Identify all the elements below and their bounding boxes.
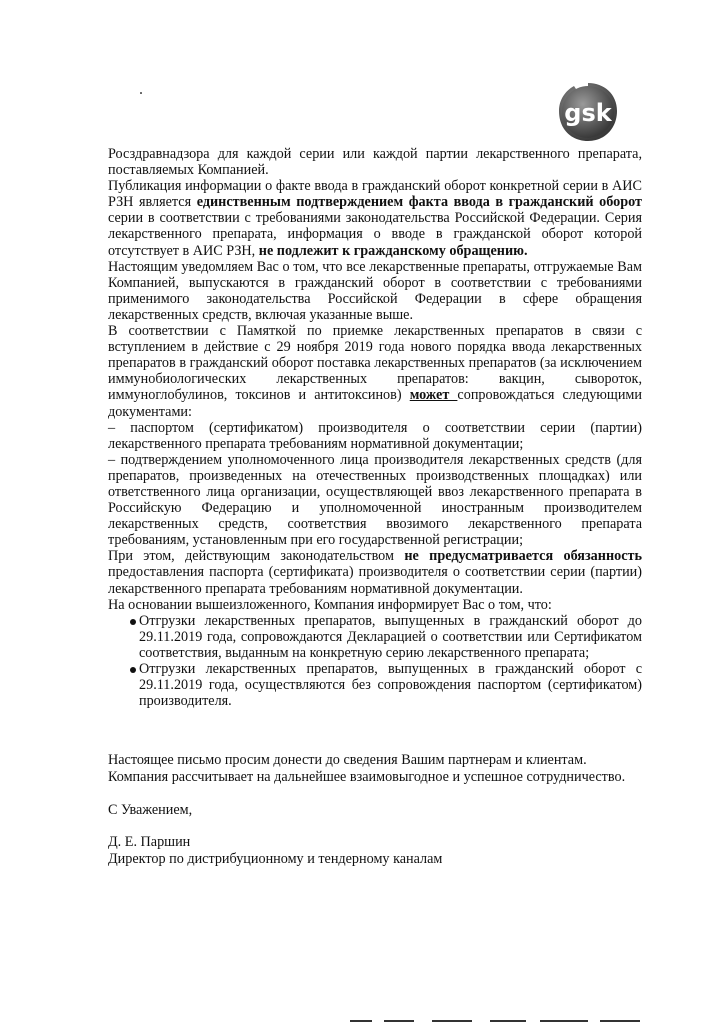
scan-mark xyxy=(600,1020,640,1022)
emphasis-confirmation: единственным подтверждением факта ввода в гражданский оборот xyxy=(196,194,642,211)
closing-text xyxy=(108,752,642,786)
bullet-icon xyxy=(130,619,136,625)
bullet-icon xyxy=(130,667,136,673)
dash-item-passport: – паспортом (сертификатом) производителя о соответствии серии (партии) лекарственного препарата требованиям нормативной документации; xyxy=(108,419,642,452)
signer-name: Д. Е. Паршин xyxy=(108,834,191,850)
scan-mark xyxy=(540,1020,588,1022)
letter-body xyxy=(108,146,642,709)
emphasis-not-allowed: не подлежит к гражданскому обращению. xyxy=(258,242,528,259)
paragraph-1: Росздравнадзора для каждой серии или каждой партии лекарственного препарата, поставляемых Компанией. xyxy=(108,146,642,179)
paragraph-6: На основании вышеизложенного, Компания информирует Вас о том, что: xyxy=(108,596,552,613)
bullet-list xyxy=(108,613,642,710)
logo-text: gsk xyxy=(564,99,612,127)
paragraph-3: Настоящим уведомляем Вас о том, что все лекарственные препараты, отгружаемые Вам Компанией, выпускаются в гражданский оборот в соответствии с требованиями применимого законодательства Российской Федерации в сфере обращения лекарственных средств, включая указанные выше. xyxy=(108,258,642,323)
closing-line-2: Компания рассчитывает на дальнейшее взаимовыгодное и успешное сотрудничество. xyxy=(108,769,626,785)
scan-mark xyxy=(384,1020,414,1022)
scan-mark xyxy=(350,1020,372,1022)
scan-speck xyxy=(140,92,142,94)
paragraph-4: В соответствии с Памяткой по приемке лекарственных препаратов в связи с вступлением в действие с 29 ноября 2019 года нового порядка ввода лекарственных препаратов в гражданский оборот поставка лекарственных препаратов (за исключением иммунобиологических лекарственных препаратов: вакцин, сывороток, иммуноглобулинов, токсинов и антитоксинов) может сопровождаться следующими документами: xyxy=(108,323,642,420)
list-item: Отгрузки лекарственных препаратов, выпущенных в гражданский оборот до 29.11.2019 года, сопровождаются Декларацией о соответствии или Сертификатом соответствия, выданным на конкретную серию лекарственного препарата; xyxy=(108,613,642,661)
scan-mark xyxy=(490,1020,526,1022)
regards: С Уважением, xyxy=(108,802,193,818)
scan-mark xyxy=(432,1020,472,1022)
dash-item-confirmation: – подтверждением уполномоченного лица производителя лекарственных средств (для препаратов, произведенных на отечественных производственных площадках) или ответственного лица организации, осуществляющей ввоз лекарственного препарата в Российскую Федерацию и уполномоченной иностранным производителем лекарственных средств, соответствия ввозимого лекарственного препарата требованиям, установленным при его государственной регистрации; xyxy=(108,451,642,549)
list-item: Отгрузки лекарственных препаратов, выпущенных в гражданский оборот с 29.11.2019 года, осуществляются без сопровождения паспортом (сертификатом) производителя. xyxy=(108,661,642,709)
closing-line-1: Настоящее письмо просим донести до сведения Вашим партнерам и клиентам. xyxy=(108,752,587,768)
paragraph-2: Публикация информации о факте ввода в гражданский оборот конкретной серии в АИС РЗН является единственным подтверждением факта ввода в гражданский оборот серии в соответствии с требованиями законодательства Российской Федерации. Серия лекарственного препарата, информация о вводе в гражданской оборот которой отсутствует в АИС РЗН, не подлежит к гражданскому обращению. xyxy=(108,178,642,259)
signer-title: Директор по дистрибуционному и тендерному каналам xyxy=(108,851,443,867)
emphasis-no-obligation: не предусматривается обязанность xyxy=(404,548,642,565)
paragraph-5: При этом, действующим законодательством не предусматривается обязанность предоставления паспорта (сертификата) производителя о соответствии серии (партии) лекарственного препарата требованиям нормативной документации. xyxy=(108,548,642,597)
emphasis-may: может xyxy=(409,387,458,404)
gsk-logo xyxy=(556,80,620,144)
